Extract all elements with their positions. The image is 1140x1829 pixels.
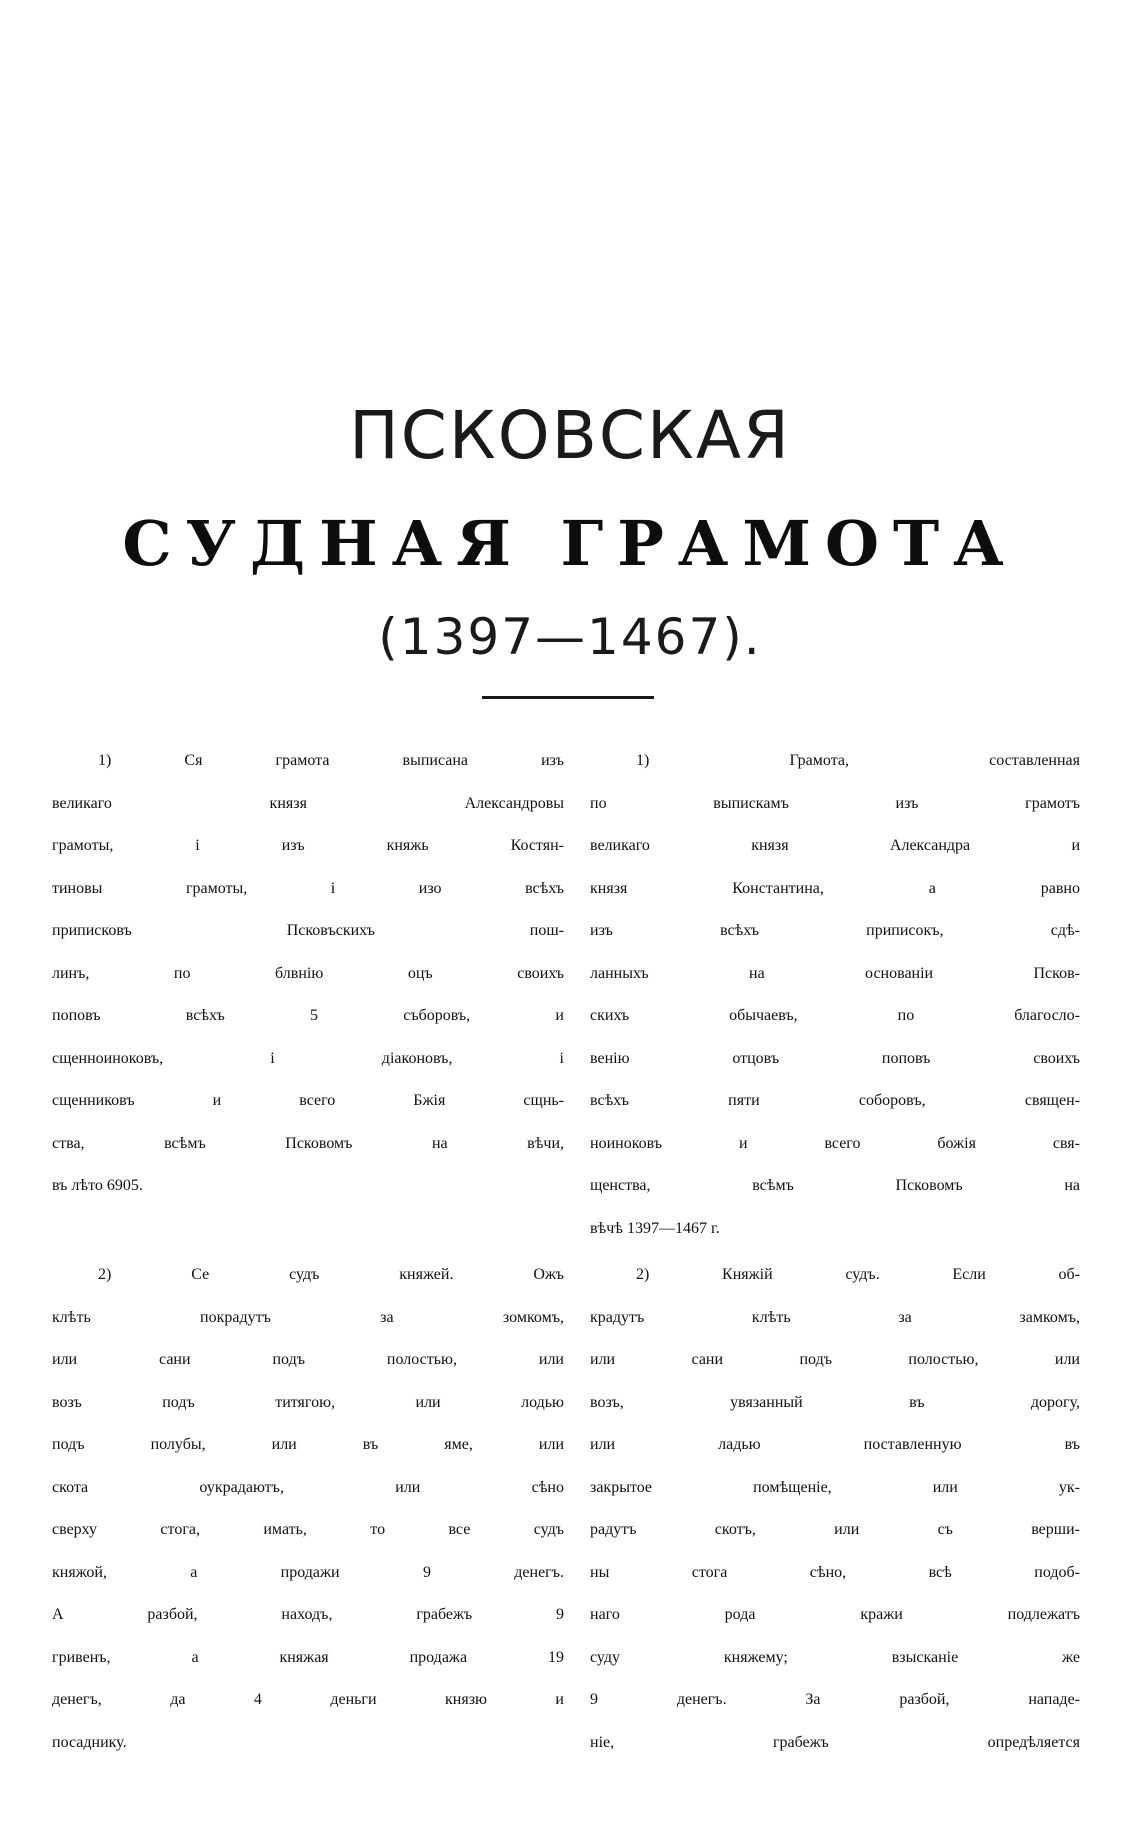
text-line: линъ, по блвнію оцъ своихъ (52, 964, 564, 982)
text-line: скихъ обычаевъ, по благосло- (590, 1007, 1080, 1024)
text-line: 2) Се судъ княжей. Ожъ (98, 1266, 564, 1283)
text-line: всѣхъ пяти соборовъ, священ- (590, 1092, 1080, 1109)
text-line: подъ полубы, или въ яме, или (52, 1436, 564, 1453)
text-line: или сани подъ полостью, или (52, 1351, 564, 1368)
text-line: сщенниковъ и всего Бжія сщнь- (52, 1092, 564, 1109)
text-line: князя Константина, а равно (590, 879, 1080, 897)
text-line: скота оукрадаютъ, или сѣно (52, 1478, 564, 1496)
text-line: щенства, всѣмъ Псковомъ на (590, 1177, 1080, 1194)
title-dates: (1397—1467). (378, 608, 762, 666)
right-article-1 (590, 752, 1080, 1262)
text-line: А разбой, находъ, грабежъ 9 (52, 1606, 564, 1623)
text-line: или сани подъ полостью, или (590, 1351, 1080, 1368)
title-line-2: СУДНАЯ ГРАМОТА (122, 507, 1018, 580)
text-line: 2) Княжій судъ. Если об- (636, 1266, 1080, 1283)
left-article-1 (52, 752, 564, 1220)
text-line: сщенноиноковъ, і діаконовъ, і (52, 1049, 564, 1067)
text-line: клѣть покрадутъ за зомкомъ, (52, 1308, 564, 1326)
text-line: ны стога сѣно, всѣ подоб- (590, 1563, 1080, 1581)
text-line: изъ всѣхъ приписокъ, сдѣ- (590, 922, 1080, 939)
text-line: посаднику. (52, 1733, 127, 1751)
text-line: по выпискамъ изъ грамотъ (590, 794, 1080, 812)
text-line: суду княжему; взысканіе же (590, 1648, 1080, 1666)
text-line: ства, всѣмъ Псковомъ на вѣчи, (52, 1134, 564, 1152)
text-line: денегъ, да 4 деньги князю и (52, 1691, 564, 1708)
text-line: ланныхъ на основаніи Псков- (590, 964, 1080, 982)
title-divider (482, 696, 654, 699)
text-line: въ лѣто 6905. (52, 1177, 143, 1194)
title-line-1: ПСКОВСКАЯ (349, 397, 791, 474)
text-line: венію отцовъ поповъ своихъ (590, 1049, 1080, 1067)
text-line: возъ, увязанный въ дорогу, (590, 1393, 1080, 1411)
text-line: ніе, грабежъ опредѣляется (590, 1733, 1080, 1751)
text-line: возъ подъ титягою, или лодью (52, 1393, 564, 1411)
text-line: наго рода кражи подлежатъ (590, 1606, 1080, 1623)
text-line: поповъ всѣхъ 5 съборовъ, и (52, 1007, 564, 1024)
right-article-2 (590, 1266, 1080, 1776)
text-line: княжой, а продажи 9 денегъ. (52, 1563, 564, 1581)
text-line: вѣчѣ 1397—1467 г. (590, 1219, 720, 1237)
text-line: грамоты, і изъ княжь Костян- (52, 837, 564, 854)
left-article-2 (52, 1266, 564, 1776)
text-line: тиновы грамоты, і изо всѣхъ (52, 879, 564, 897)
text-line: крадутъ клѣть за замкомъ, (590, 1308, 1080, 1326)
text-line: сверху стога, имать, то все судъ (52, 1521, 564, 1538)
text-line: ноиноковъ и всего божія свя- (590, 1134, 1080, 1152)
text-line: 1) Грамота, составленная (636, 752, 1080, 769)
text-line: 1) Ся грамота выписана изъ (98, 752, 564, 769)
text-line: великаго князя Александра и (590, 837, 1080, 854)
text-line: закрытое помѣщеніе, или ук- (590, 1478, 1080, 1496)
text-line: великаго князя Александровы (52, 794, 564, 812)
text-line: или ладью поставленную въ (590, 1436, 1080, 1453)
text-line: приписковъ Псковъскихъ пош- (52, 922, 564, 939)
text-line: 9 денегъ. За разбой, нападе- (590, 1691, 1080, 1708)
text-line: радутъ скотъ, или съ верши- (590, 1521, 1080, 1538)
text-line: гривенъ, а княжая продажа 19 (52, 1648, 564, 1666)
